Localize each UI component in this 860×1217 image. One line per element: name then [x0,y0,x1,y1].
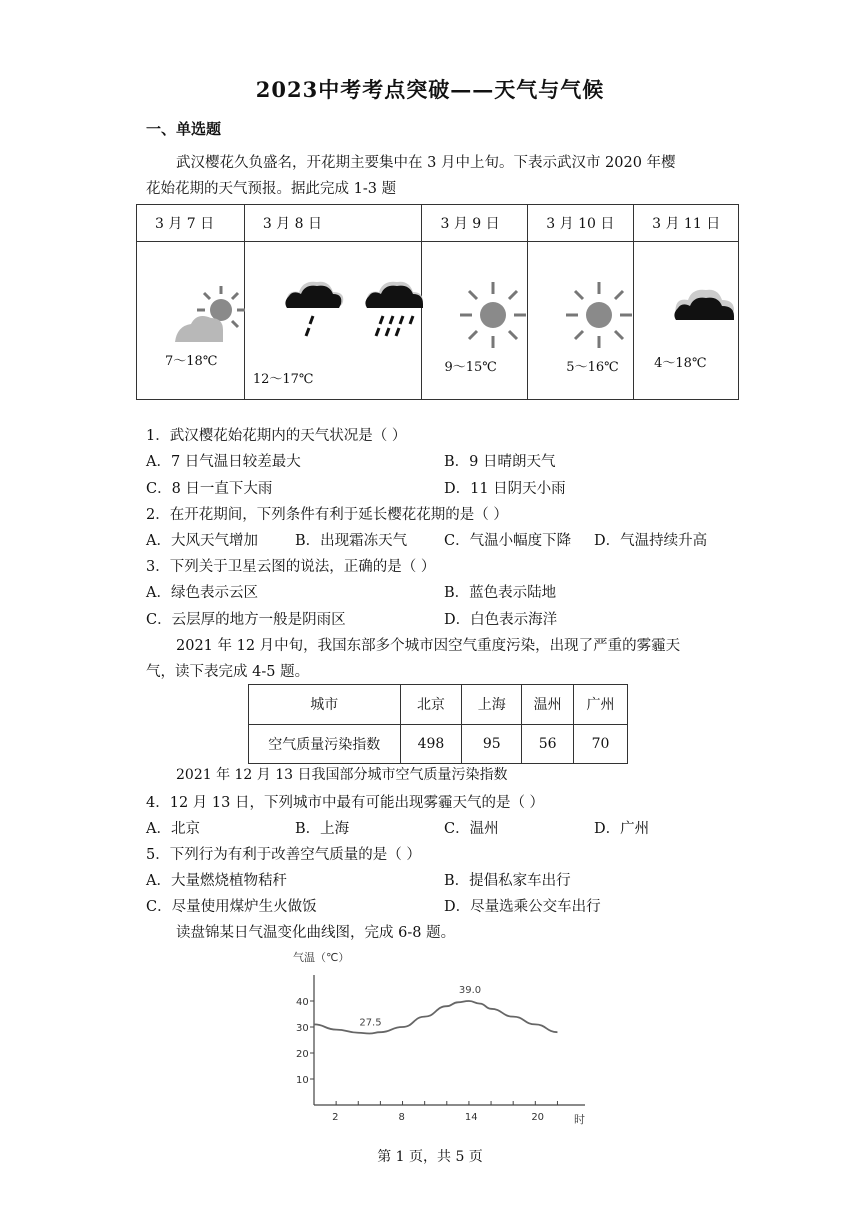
intro-paragraph-1-cont [146,176,736,202]
q5-option-b: B．提倡私家车出行 [444,873,571,889]
q2-option-c: C．气温小幅度下降 [444,533,572,549]
q3-option-a: A．绿色表示云区 [146,585,258,601]
q5-option-c: C．尽量使用煤炉生火做饭 [146,899,317,915]
weather-forecast-table [136,204,739,400]
intro-paragraph-2-cont: 气，读下表完成 4-5 题。 [146,664,310,680]
day-header: 3 月 8 日 [244,205,422,242]
question-1-stem: 1．武汉樱花始花期内的天气状况是（ ） [146,428,407,444]
page-title: 2023中考考点突破——天气与气候 [255,77,605,102]
x-axis-label: 时 [574,1113,585,1126]
y-tick-label: 10 [296,1075,309,1086]
temp-range: 12～17℃ [252,372,314,387]
q2-option-b: B．出现霜冻天气 [295,533,408,549]
intro-paragraph-3: 读盘锦某日气温变化曲线图，完成 6-8 题。 [176,925,456,941]
intro-line: 武汉樱花久负盛名，开花期主要集中在 3 月中上旬。下表示武汉市 2020 年樱 [176,155,676,171]
weather-cell [244,242,422,400]
intro-paragraph-2: 2021 年 12 月中旬，我国东部多个城市因空气重度污染，出现了严重的雾霾天 [176,638,681,654]
q2-option-a: A．大风天气增加 [146,533,258,549]
data-annotation: 39.0 [458,985,482,996]
aqi-city: 上海 [462,685,522,725]
temp-range: 7～18℃ [165,354,218,369]
aqi-row-label: 空气质量污染指数 [249,724,401,764]
q4-option-a: A．北京 [146,821,200,837]
x-tick-label: 20 [531,1112,545,1123]
q2-option-d: D．气温持续升高 [594,533,708,549]
x-tick-label: 2 [332,1112,339,1123]
y-axis-label: 气温（℃） [293,951,350,964]
day-header: 3 月 10 日 [528,205,634,242]
q1-option-a: A．7 日气温日较差最大 [146,454,301,470]
question-3-stem: 3．下列关于卫星云图的说法，正确的是（ ） [146,559,436,575]
temp-range: 9～15℃ [444,360,497,375]
section-heading: 一、单选题 [146,120,222,138]
x-tick-label: 14 [464,1112,478,1123]
light-rain-icon [283,272,349,340]
q4-option-c: C．温州 [444,821,499,837]
y-tick-label: 30 [296,1023,309,1034]
aqi-city: 北京 [400,685,462,725]
question-2-stem: 2．在开花期间，下列条件有利于延长樱花花期的是（ ） [146,507,508,523]
q4-option-b: B．上海 [295,821,350,837]
aqi-value: 498 [400,724,462,764]
partly-cloudy-sun-icon [171,282,247,348]
intro-line: 花始花期的天气预报。据此完成 1-3 题 [146,181,397,197]
intro-paragraph-1 [146,150,736,176]
aqi-city: 广州 [574,685,628,725]
temperature-series-line [314,1001,557,1034]
data-annotation: 27.5 [359,1017,382,1029]
temp-range: 5～16℃ [566,360,619,375]
q1-option-c: C．8 日一直下大雨 [146,481,273,497]
table-caption: 2021 年 12 月 13 日我国部分城市空气质量污染指数 [176,767,508,783]
weather-cell [634,242,739,400]
air-quality-table [248,684,628,764]
aqi-header-label: 城市 [249,685,401,725]
x-tick-label: 8 [398,1112,405,1123]
temperature-line-chart [285,945,595,1130]
q5-option-d: D．尽量选乘公交车出行 [444,899,601,915]
q1-option-b: B．9 日晴朗天气 [444,454,556,470]
temp-range: 4～18℃ [654,356,707,371]
aqi-value: 95 [462,724,522,764]
q5-option-a: A．大量燃烧植物秸秆 [146,873,287,889]
day-header: 3 月 7 日 [137,205,245,242]
q1-option-d: D．11 日阴天小雨 [444,481,566,497]
y-tick-label: 20 [296,1049,309,1060]
overcast-cloud-icon [672,284,736,328]
day-header: 3 月 9 日 [422,205,528,242]
question-4-stem: 4．12 月 13 日，下列城市中最有可能出现雾霾天气的是（ ） [146,795,545,811]
weather-cell [422,242,528,400]
q3-option-c: C．云层厚的地方一般是阴雨区 [146,612,346,628]
question-5-stem: 5．下列行为有利于改善空气质量的是（ ） [146,847,421,863]
q3-option-d: D．白色表示海洋 [444,612,558,628]
sunny-icon [458,280,528,350]
y-tick-label: 40 [296,997,309,1008]
heavy-rain-icon [363,272,423,340]
aqi-value: 56 [522,724,574,764]
q3-option-b: B．蓝色表示陆地 [444,585,557,601]
weather-cell [137,242,245,400]
day-header: 3 月 11 日 [634,205,739,242]
sunny-icon [564,280,634,350]
weather-cell [528,242,634,400]
page-footer: 第 1 页，共 5 页 [377,1149,483,1165]
q4-option-d: D．广州 [594,821,650,837]
aqi-city: 温州 [522,685,574,725]
aqi-value: 70 [574,724,628,764]
